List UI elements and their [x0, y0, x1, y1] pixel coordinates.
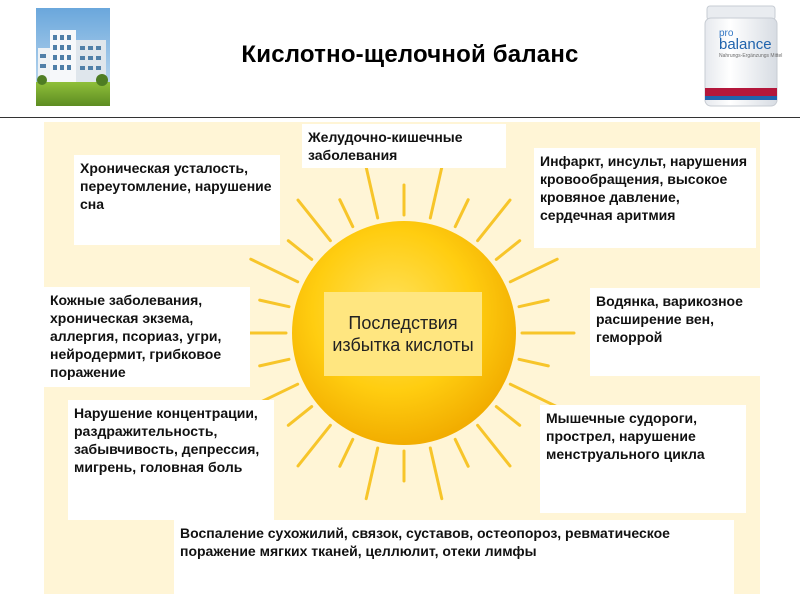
sun-ray: [455, 439, 468, 466]
product-brand-sub: Nahrungs-Ergänzungs Mittel: [719, 53, 783, 59]
sun-ray: [510, 384, 557, 407]
sun-ray: [510, 259, 557, 282]
sun-ray: [366, 167, 378, 218]
sun-ray: [298, 425, 330, 466]
item-fatigue: Хроническая усталость, переутомление, нарушение сна: [74, 155, 280, 245]
sun-ray: [430, 448, 442, 499]
sun-ray: [340, 200, 353, 227]
item-muscle: Мышечные судороги, прострел, нарушение менструального цикла: [540, 405, 746, 513]
sun-ray: [288, 407, 311, 426]
sun-ray: [288, 241, 311, 260]
item-inflammation: Воспаление сухожилий, связок, суставов, остеопороз, ревматическое поражение мягких тканей, целлюлит, отеки лимфы: [174, 520, 734, 594]
sun-ray: [496, 407, 519, 426]
sun-ray: [298, 200, 330, 241]
sun-ray: [366, 448, 378, 499]
sun-ray: [496, 241, 519, 260]
sun-ray: [260, 300, 289, 307]
product-brand-main: balance: [719, 36, 772, 53]
sun-ray: [251, 259, 298, 282]
sun-ray: [455, 200, 468, 227]
sun-ray: [340, 439, 353, 466]
item-gastrointestinal: Желудочно-кишечные заболевания: [302, 124, 506, 168]
sun-ray: [260, 359, 289, 366]
item-skin: Кожные заболевания, хроническая экзема, аллергия, псориаз, угри, нейродермит, грибковое поражение: [44, 287, 250, 387]
sun-ray: [478, 200, 510, 241]
sun-ray: [430, 167, 442, 218]
slide-title: Кислотно-щелочной баланс: [241, 41, 579, 68]
sun-ray: [519, 300, 548, 307]
sun-ray: [519, 359, 548, 366]
item-dropsy: Водянка, варикозное расширение вен, геморрой: [590, 288, 770, 376]
item-cardiovascular: Инфаркт, инсульт, нарушения кровообращения, высокое кровяное давление, сердечная аритмия: [534, 148, 756, 248]
sun-ray: [478, 425, 510, 466]
item-concentration: Нарушение концентрации, раздражительность, забывчивость, депрессия, мигрень, головная боль: [68, 400, 274, 520]
product-brand-pre: pro: [719, 28, 734, 39]
center-label: Последствия избытка кислоты: [324, 292, 482, 376]
